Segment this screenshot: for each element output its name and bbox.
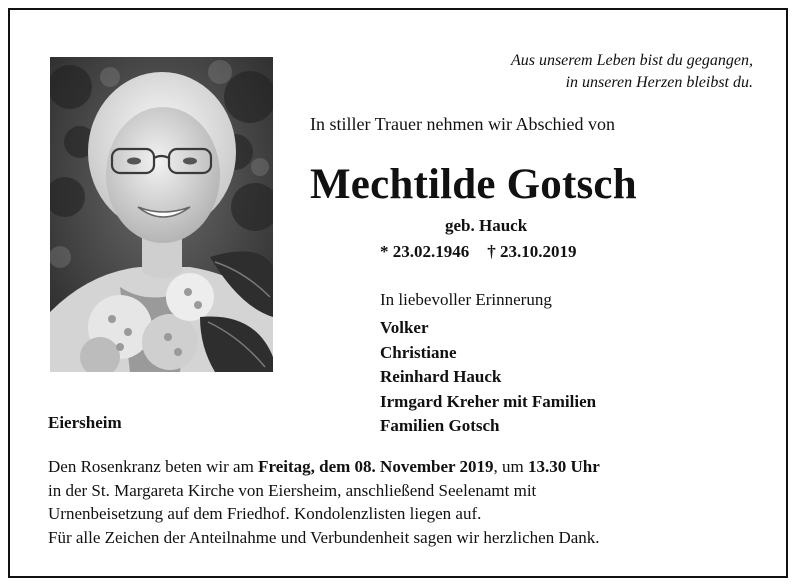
motto-line-1: Aus unserem Leben bist du gegangen, [510,52,753,69]
intro-text: In stiller Trauer nehmen wir Abschied von [310,114,615,134]
notice-line-3: Urnenbeisetzung auf dem Friedhof. Kondolenzlisten liegen auf. [48,504,482,523]
memory-label: In liebevoller Erinnerung [380,290,552,309]
notice-part-1: Den Rosenkranz beten wir am [48,457,259,476]
motto [511,50,753,94]
mourner-item: Irmgard Kreher mit Familien [380,391,597,411]
notice-part-2: , um [493,457,528,476]
life-dates [380,242,577,262]
notice-line-1 [48,455,600,479]
portrait-photo [50,57,273,372]
birth-date: * 23.02.1946 [380,242,470,261]
mourner-item: Familien Gotsch [380,416,500,435]
death-date: † 23.10.2019 [487,242,577,261]
service-notice [48,455,600,549]
place-name: Eiersheim [48,413,122,432]
mourner-item: Volker [380,318,429,337]
motto-line-2: in unseren Herzen bleibst du. [565,74,753,91]
notice-line-2: in der St. Margareta Kirche von Eiersheim, anschließend Seelenamt mit [48,480,537,500]
mourner-item: Reinhard Hauck [380,367,502,386]
mourner-item: Christiane [380,342,457,362]
service-day: Freitag, dem 08. November 2019 [258,457,494,476]
service-time: 13.30 Uhr [528,457,600,476]
notice-line-4: Für alle Zeichen der Anteilnahme und Verbundenheit sagen wir herzlichen Dank. [48,527,600,547]
birth-name: geb. Hauck [445,216,528,235]
mourners-list [380,316,596,439]
deceased-name: Mechtilde Gotsch [310,161,637,208]
portrait-image [50,57,273,372]
